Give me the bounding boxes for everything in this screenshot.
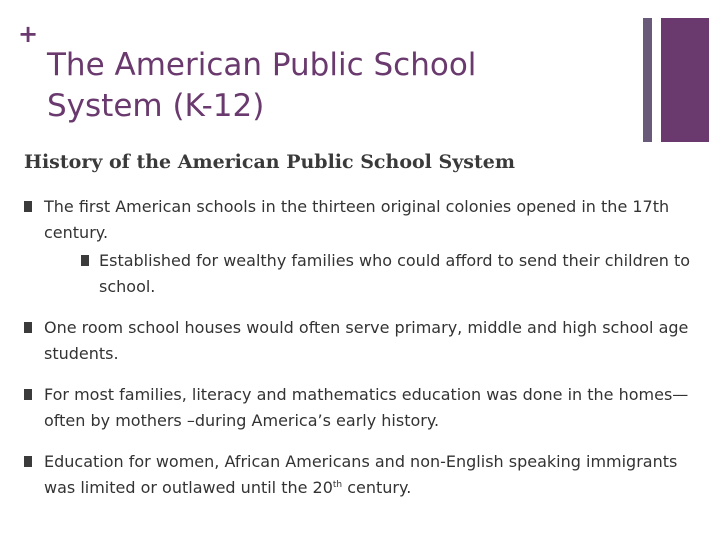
bullet-item-4 bbox=[24, 449, 704, 501]
bullet-item-2 bbox=[24, 315, 704, 367]
slide-title-line-2: System (K-12) bbox=[47, 88, 265, 124]
plus-marker: + bbox=[18, 20, 39, 48]
decorative-wide-bar bbox=[661, 18, 709, 142]
section-heading: History of the American Public School System bbox=[24, 151, 515, 173]
decorative-thin-bar bbox=[643, 18, 652, 142]
bullet-text bbox=[44, 452, 677, 497]
square-bullet-icon bbox=[24, 456, 32, 467]
bullet-text: For most families, literacy and mathematics education was done in the homes—often by mothers –during America’s early history. bbox=[44, 385, 689, 430]
bullet-list bbox=[24, 194, 704, 501]
bullet-text-after: century. bbox=[342, 478, 412, 497]
square-bullet-icon bbox=[24, 201, 32, 212]
bullet-text: Established for wealthy families who could afford to send their children to school. bbox=[99, 251, 691, 296]
square-bullet-icon bbox=[24, 389, 32, 400]
sub-bullet-item-1 bbox=[24, 248, 704, 300]
bullet-item-3 bbox=[24, 382, 704, 434]
square-bullet-icon bbox=[81, 255, 89, 266]
bullet-text: The first American schools in the thirteen original colonies opened in the 17th century. bbox=[44, 197, 670, 242]
square-bullet-icon bbox=[24, 322, 32, 333]
ordinal-superscript: th bbox=[332, 480, 343, 490]
slide-title-line-1: The American Public School bbox=[47, 47, 477, 83]
slide-title bbox=[47, 45, 607, 127]
bullet-text: One room school houses would often serve primary, middle and high school age students. bbox=[44, 318, 689, 363]
bullet-item-1 bbox=[24, 194, 704, 246]
bullet-text-before: Education for women, African Americans and non-English speaking immigrants was limited or outlawed until the 20 bbox=[44, 452, 678, 497]
